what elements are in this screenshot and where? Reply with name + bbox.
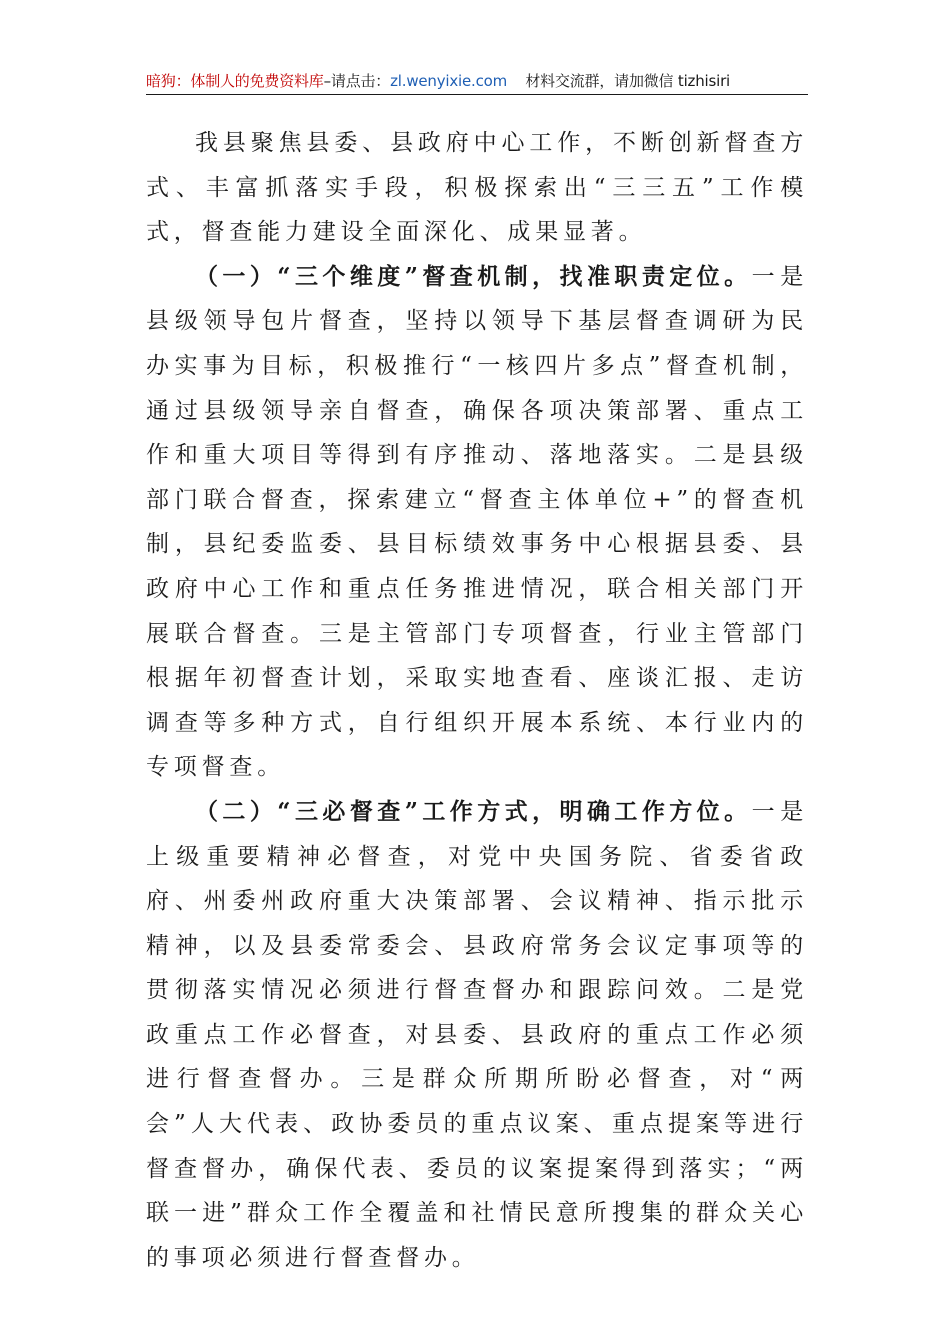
- paragraph-intro-text: 我县聚焦县委、县政府中心工作，不断创新督查方式、丰富抓落实手段，积极探索出“三三五”工作模式，督查能力建设全面深化、成果显著。: [146, 130, 808, 246]
- page-header: [146, 68, 808, 94]
- paragraph-section-2: [146, 790, 808, 1281]
- header-site-link[interactable]: zl.wenyixie.com: [390, 72, 508, 90]
- header-click-prompt: –请点击：: [323, 72, 391, 90]
- paragraph-section-1: [146, 255, 808, 790]
- header-spacer: [507, 72, 525, 90]
- document-body: [146, 121, 808, 1280]
- paragraph-intro: [146, 121, 808, 255]
- header-divider: [146, 94, 808, 95]
- section-2-heading: （二）“三必督查”工作方式，明确工作方位。: [195, 797, 752, 825]
- header-brand: 暗狗：体制人的免费资料库: [146, 72, 324, 90]
- header-wechat-note: 材料交流群，请加微信 tizhisiri: [525, 72, 731, 90]
- section-1-text: 一是县级领导包片督查，坚持以领导下基层督查调研为民办实事为目标，积极推行“一核四片多点”督查机制，通过县级领导亲自督查，确保各项决策部署、重点工作和重大项目等得到有序推动、落地落实。二是县级部门联合督查，探索建立“督查主体单位+”的督查机制，县纪委监委、县目标绩效事务中心根据县委、县政府中心工作和重点任务推进情况，联合相关部门开展联合督查。三是主管部门专项督查，行业主管部门根据年初督查计划，采取实地查看、座谈汇报、走访调查等多种方式，自行组织开展本系统、本行业内的专项督查。: [146, 263, 808, 781]
- section-1-heading: （一）“三个维度”督查机制，找准职责定位。: [195, 262, 752, 290]
- section-2-text: 一是上级重要精神必督查，对党中央国务院、省委省政府、州委州政府重大决策部署、会议精神、指示批示精神，以及县委常委会、县政府常务会议定事项等的贯彻落实情况必须进行督查督办和跟踪问效。二是党政重点工作必督查，对县委、县政府的重点工作必须进行督查督办。三是群众所期所盼必督查，对“两会”人大代表、政协委员的重点议案、重点提案等进行督查督办，确保代表、委员的议案提案得到落实；“两联一进”群众工作全覆盖和社情民意所搜集的群众关心的事项必须进行督查督办。: [146, 798, 808, 1271]
